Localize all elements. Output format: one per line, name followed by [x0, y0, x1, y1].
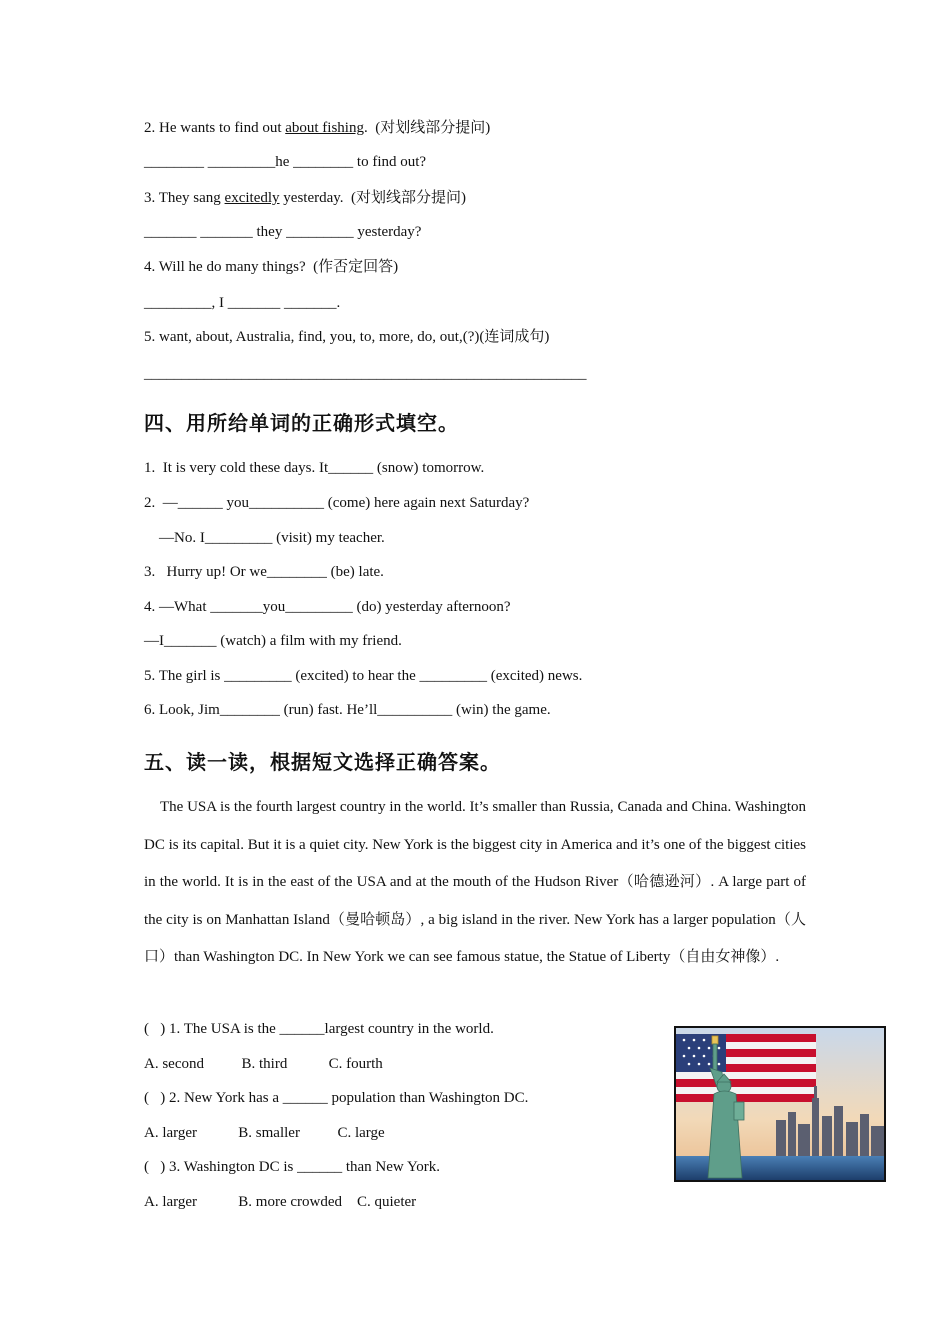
flag	[676, 1034, 816, 1102]
question-3: 3. They sang excitedly yesterday. (对划线部分提问)	[144, 190, 467, 206]
reading-question-2: ( ) 2. New York has a ______ population than Washington DC.	[144, 1090, 529, 1106]
section-4-item: 2. —______ you__________ (come) here again next Saturday?	[144, 495, 530, 511]
reading-options-2: A. larger B. smaller C. large	[144, 1125, 385, 1141]
answer-line-3: _______ _______ they _________ yesterday?	[144, 224, 422, 240]
section-4-item: 1. It is very cold these days. It______ (snow) tomorrow.	[144, 460, 485, 476]
statue-of-liberty-photo	[674, 1026, 886, 1182]
section-4-item: 3. Hurry up! Or we________ (be) late.	[144, 564, 384, 580]
underlined-word: excitedly	[224, 190, 280, 206]
section-5-heading: 五、读一读，根据短文选择正确答案。	[144, 750, 501, 774]
section-4-item: 6. Look, Jim________ (run) fast. He’ll__________ (win) the game.	[144, 702, 551, 718]
section-4-item: 4. —What _______you_________ (do) yesterday afternoon?	[144, 599, 511, 615]
underlined-phrase: about fishing	[285, 120, 364, 136]
reading-options-1: A. second B. third C. fourth	[144, 1056, 383, 1072]
answer-line-4: _________, I _______ _______.	[144, 295, 341, 311]
reading-passage: The USA is the fourth largest country in the world. It’s smaller than Russia, Canada and China. Washington DC is its capital. But it is a quiet city. New York is the biggest city in America and it’s one of the biggest cities in the world. It is in the east of the USA and at the mouth of the Hudson River（哈德逊河）. A large part of the city is on Manhattan Island（曼哈顿岛）, a big island in the river. New York has a larger population（人口）than Washington DC. In New York we can see famous statue, the Statue of Liberty（自由女神像）.	[144, 799, 806, 966]
section-4-item: —I_______ (watch) a film with my friend.	[144, 633, 402, 649]
question-5: 5. want, about, Australia, find, you, to, more, do, out,(?)(连词成句)	[144, 329, 550, 345]
answer-line-2: ________ _________he ________ to find out?	[144, 154, 427, 170]
reading-options-3: A. larger B. more crowded C. quieter	[144, 1194, 417, 1210]
question-2: 2. He wants to find out about fishing. (对划线部分提问)	[144, 120, 491, 136]
section-4-item: 5. The girl is _________ (excited) to hear the _________ (excited) news.	[144, 668, 583, 684]
reading-question-3: ( ) 3. Washington DC is ______ than New York.	[144, 1159, 441, 1175]
question-4: 4. Will he do many things? (作否定回答)	[144, 259, 399, 275]
answer-line-5: ___________________________________________________________	[144, 366, 587, 382]
section-4-heading: 四、用所给单词的正确形式填空。	[144, 411, 459, 435]
reading-question-1: ( ) 1. The USA is the ______largest country in the world.	[144, 1021, 494, 1037]
section-4-item: —No. I_________ (visit) my teacher.	[144, 530, 385, 546]
